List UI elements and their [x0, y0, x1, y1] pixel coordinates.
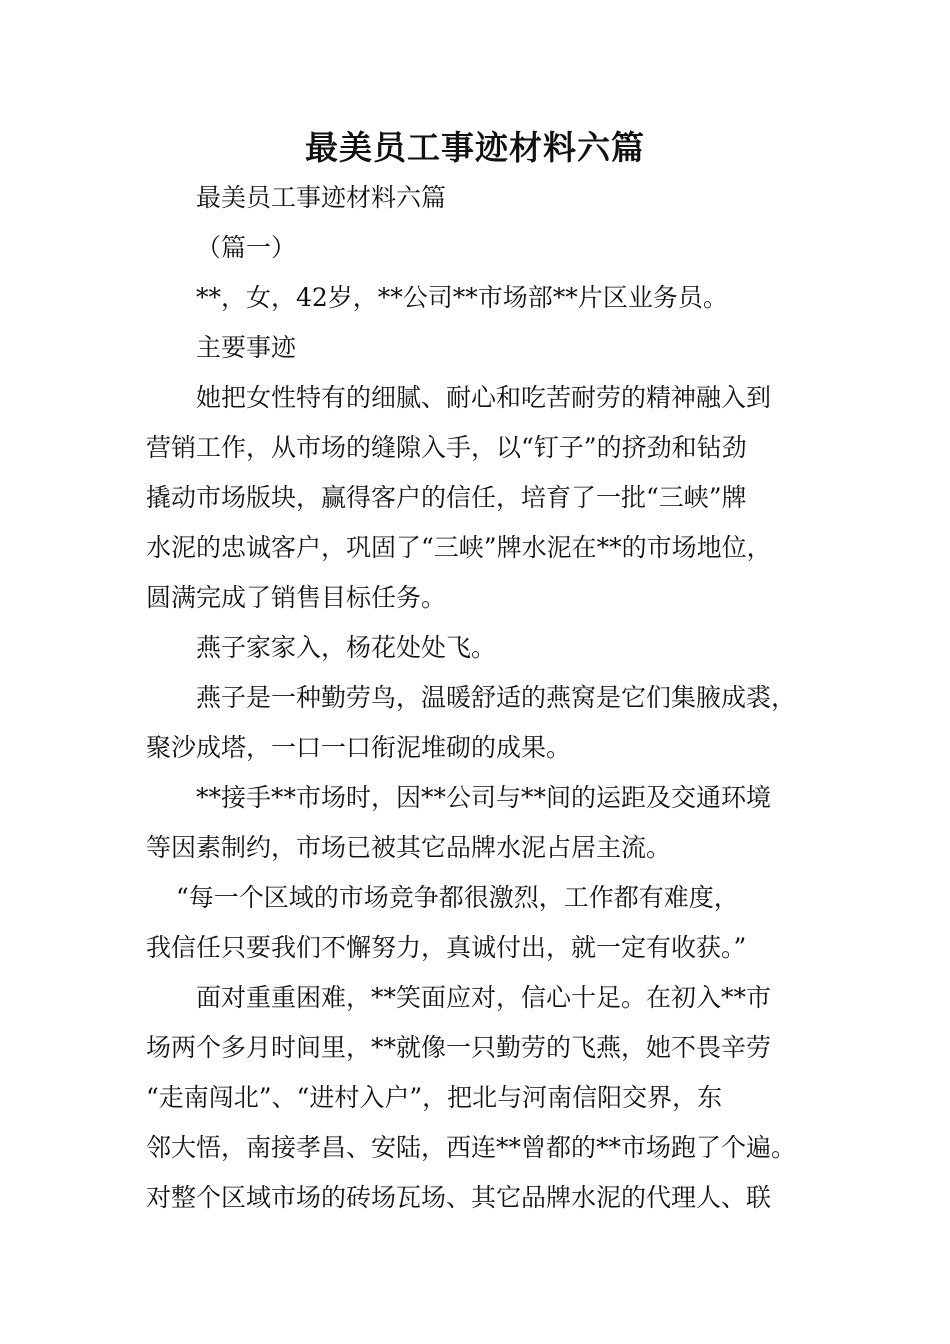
- paragraph-line: 营销工作，从市场的缝隙入手，以“钉子”的挤劲和钻劲: [146, 433, 747, 462]
- quote-line: “每一个区域的市场竞争都很激烈，工作都有难度，: [176, 883, 739, 912]
- paragraph-line: “走南闯北”、“进村入户”，把北与河南信阳交界，东: [146, 1083, 723, 1112]
- paragraph-line: 对整个区域市场的砖场瓦场、其它品牌水泥的代理人、联: [146, 1183, 772, 1212]
- paragraph-line: 场两个多月时间里，**就像一只勤劳的飞燕，她不畏辛劳: [146, 1033, 772, 1062]
- quote-line: 我信任只要我们不懈努力，真诚付出，就一定有收获。”: [146, 933, 747, 962]
- paragraph-line: 聚沙成塔，一口一口衔泥堆砌的成果。: [146, 733, 572, 762]
- paragraph-line: **接手**市场时，因**公司与**间的运距及交通环境: [196, 783, 772, 812]
- paragraph-line: 圆满完成了销售目标任务。: [146, 583, 447, 612]
- paragraph-line: 燕子家家入，杨花处处飞。: [196, 633, 497, 662]
- document-title: 最美员工事迹材料六篇: [305, 128, 645, 167]
- profile-line: **，女，42岁，**公司**市场部**片区业务员。: [196, 283, 728, 312]
- paragraph-line: 她把女性特有的细腻、耐心和吃苦耐劳的精神融入到: [196, 383, 772, 412]
- paragraph-line: 等因素制约，市场已被其它品牌水泥占居主流。: [146, 833, 672, 862]
- subtitle-line: 最美员工事迹材料六篇: [196, 183, 447, 212]
- paragraph-line: 燕子是一种勤劳鸟，温暖舒适的燕窝是它们集腋成裘，: [196, 683, 797, 712]
- section-label: （篇一）: [196, 233, 297, 262]
- paragraph-line: 撬动市场版块，赢得客户的信任，培育了一批“三峡”牌: [146, 483, 747, 512]
- paragraph-line: 邻大悟，南接孝昌、安陆，西连**曾都的**市场跑了个遍。: [146, 1133, 797, 1162]
- paragraph-line: 水泥的忠诚客户，巩固了“三峡”牌水泥在**的市场地位，: [146, 533, 772, 562]
- paragraph-line: 面对重重困难，**笑面应对，信心十足。在初入**市: [196, 983, 772, 1012]
- section-heading: 主要事迹: [196, 333, 297, 362]
